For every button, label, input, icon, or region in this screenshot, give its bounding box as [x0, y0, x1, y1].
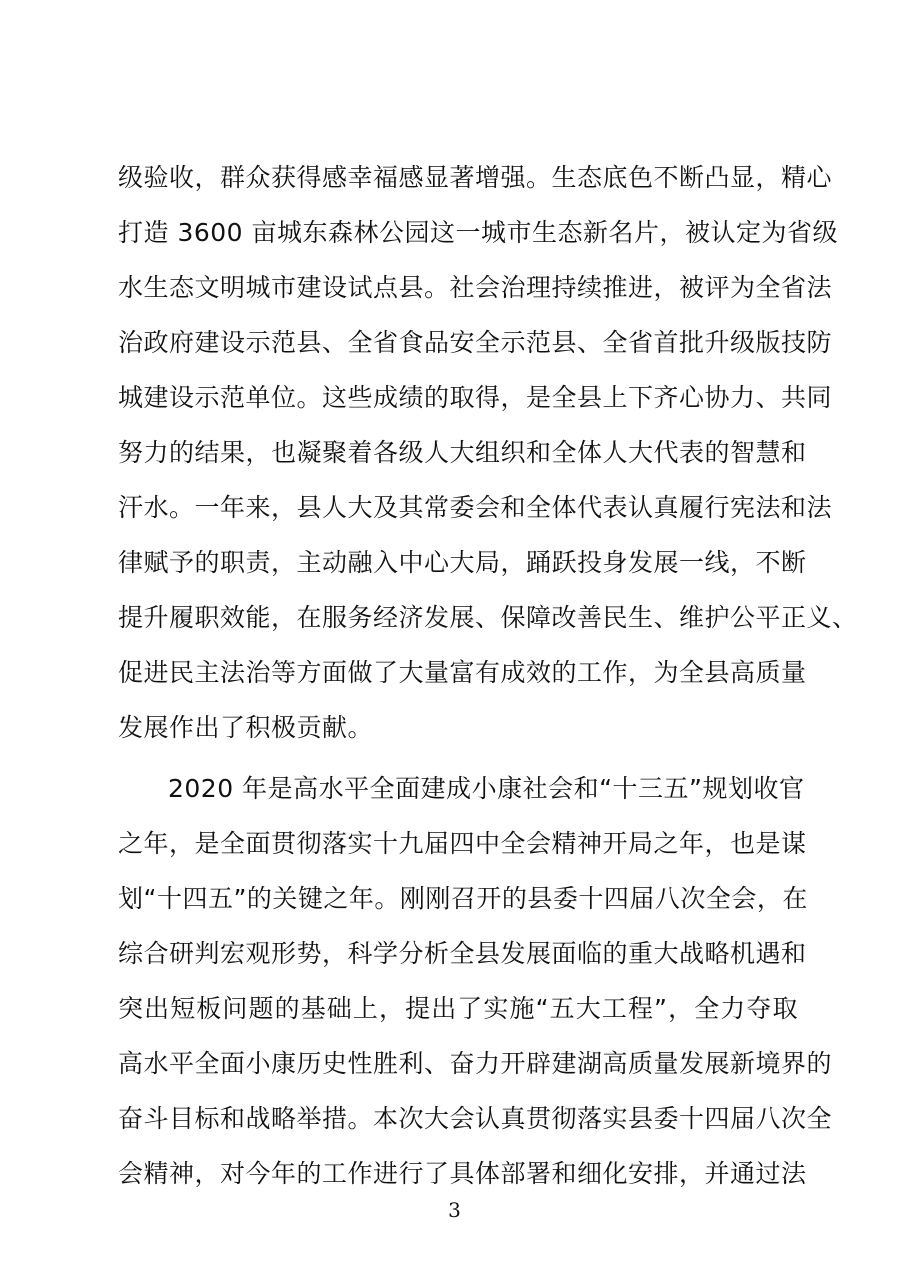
text-line: 提升履职效能，在服务经济发展、保障改善民生、维护公平正义、: [118, 603, 858, 632]
text-line: 发展作出了积极贡献。: [118, 713, 374, 742]
text-line: 努力的结果，也凝聚着各级人大组织和全体人大代表的智慧和: [118, 438, 807, 467]
text-line: 奋斗目标和战略举措。本次大会认真贯彻落实县委十四届八次全: [118, 1104, 833, 1133]
text-line: 打造 3600 亩城东森林公园这一城市生态新名片，被认定为省级: [118, 218, 839, 247]
text-line: 之年，是全面贯彻落实十九届四中全会精神开局之年，也是谋: [118, 829, 807, 858]
text-line: 城建设示范单位。这些成绩的取得，是全县上下齐心协力、共同: [118, 383, 833, 412]
text-line: 突出短板问题的基础上，提出了实施“五大工程”，全力夺取: [118, 994, 798, 1023]
text-line: 划“十四五”的关键之年。刚刚召开的县委十四届八次全会，在: [118, 884, 808, 913]
page-number: 3: [448, 1198, 461, 1222]
text-line: 水生态文明城市建设试点县。社会治理持续推进，被评为全省法: [118, 273, 833, 302]
text-line: 律赋予的职责，主动融入中心大局，踊跃投身发展一线，不断: [118, 548, 807, 577]
text-line: 汗水。一年来，县人大及其常委会和全体代表认真履行宪法和法: [118, 493, 833, 522]
text-line: 高水平全面小康历史性胜利、奋力开辟建湖高质量发展新境界的: [118, 1049, 833, 1078]
text-line: 治政府建设示范县、全省食品安全示范县、全省首批升级版技防: [118, 328, 833, 357]
text-line: 促进民主法治等方面做了大量富有成效的工作，为全县高质量: [118, 658, 807, 687]
text-line: 综合研判宏观形势，科学分析全县发展面临的重大战略机遇和: [118, 939, 807, 968]
text-line: 2020 年是高水平全面建成小康社会和“十三五”规划收官: [168, 774, 805, 803]
text-line: 会精神，对今年的工作进行了具体部署和细化安排，并通过法: [118, 1159, 807, 1188]
text-line: 级验收，群众获得感幸福感显著增强。生态底色不断凸显，精心: [118, 163, 833, 192]
